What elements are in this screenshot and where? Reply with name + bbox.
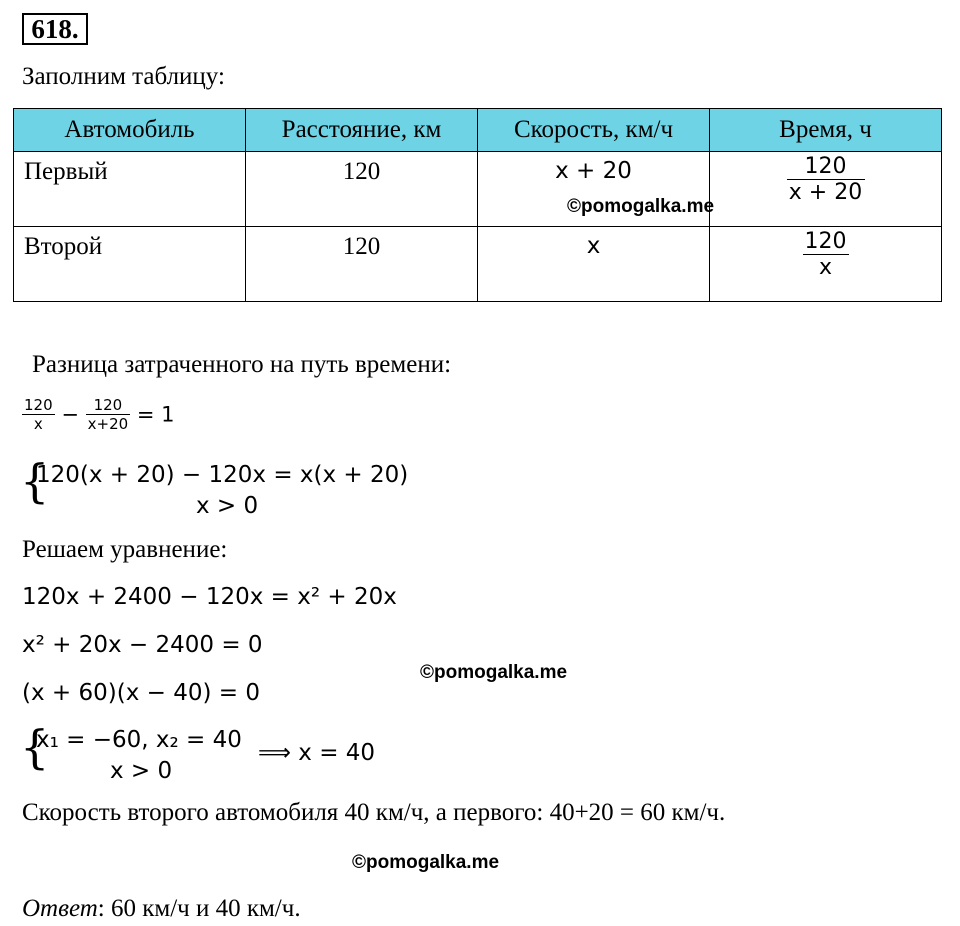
table-row	[14, 152, 942, 227]
fraction-denominator: x + 20	[788, 180, 863, 205]
equation-1: $\frac{120}{x}$ − $\frac{120}{x+20}$ = 1	[24, 396, 175, 433]
header-distance: Расстояние, км	[246, 109, 478, 152]
fraction-right	[86, 396, 131, 433]
system-2-line-1: x₁ = −60, x₂ = 40	[36, 727, 242, 753]
cell-car: Второй	[24, 233, 103, 260]
fraction-denominator: x	[818, 255, 833, 280]
table-row	[14, 227, 942, 302]
fraction-denominator: x	[33, 415, 43, 433]
answer-label: Ответ	[22, 895, 98, 922]
header-car: Автомобиль	[14, 109, 246, 152]
fraction-left	[22, 396, 55, 433]
fraction-denominator: x+20	[87, 415, 129, 433]
step-2: x² + 20x − 2400 = 0	[22, 632, 263, 658]
cell-distance: 120	[342, 233, 381, 260]
header-speed: Скорость, км/ч	[478, 109, 710, 152]
system-brace: {	[20, 454, 50, 508]
cell-speed: x + 20	[555, 158, 632, 184]
solve-label: Решаем уравнение:	[22, 536, 228, 563]
intro-text: Заполним таблицу:	[22, 63, 225, 90]
step-3: (x + 60)(x − 40) = 0	[22, 680, 260, 706]
fraction-numerator: 120	[93, 396, 123, 414]
system-1-line-2: x > 0	[196, 493, 259, 519]
conclusion-text: Скорость второго автомобиля 40 км/ч, а первого: 40+20 = 60 км/ч.	[22, 799, 726, 826]
fraction-numerator: 120	[804, 229, 847, 254]
difference-label: Разница затраченного на путь времени:	[32, 351, 452, 378]
time-fraction	[787, 154, 865, 205]
watermark: ©pomogalka.me	[420, 662, 568, 683]
cell-distance: 120	[342, 158, 381, 185]
time-fraction	[803, 229, 849, 280]
watermark: ©pomogalka.me	[352, 852, 500, 873]
step-1: 120x + 2400 − 120x = x² + 20x	[22, 584, 397, 610]
data-table	[13, 108, 942, 302]
equation-rhs: = 1	[136, 402, 175, 427]
cell-car: Первый	[24, 158, 108, 185]
problem-number: 618.	[22, 13, 88, 45]
system-brace: {	[20, 720, 50, 774]
watermark: ©pomogalka.me	[567, 196, 715, 217]
answer-text: : 60 км/ч и 40 км/ч.	[97, 895, 301, 922]
answer-line	[22, 895, 301, 923]
system-2-line-2: x > 0	[110, 758, 173, 784]
system-1-line-1: 120(x + 20) − 120x = x(x + 20)	[36, 462, 409, 488]
header-time: Время, ч	[710, 109, 942, 152]
table-header-row	[14, 109, 942, 152]
cell-speed: x	[586, 233, 601, 259]
system-2-result: ⟹ x = 40	[258, 740, 376, 766]
fraction-numerator: 120	[804, 154, 847, 179]
fraction-numerator: 120	[24, 396, 53, 414]
